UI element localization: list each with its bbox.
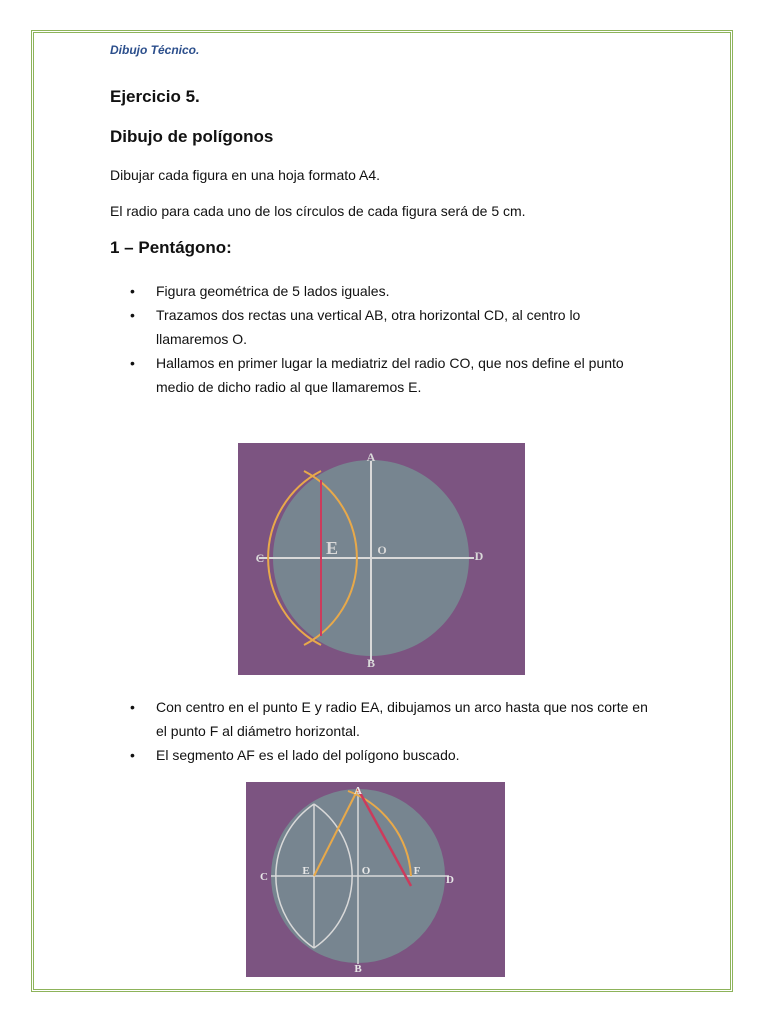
list-item	[130, 279, 650, 303]
label-e: E	[325, 538, 339, 558]
label-d: D	[446, 874, 454, 886]
bullet-list-2	[130, 695, 650, 767]
list-item-text: El segmento AF es el lado del polígono buscado.	[156, 747, 460, 763]
label-b: B	[366, 656, 376, 670]
figure-mediatrix	[238, 443, 525, 675]
label-a: A	[366, 450, 376, 464]
section-heading: 1 – Pentágono:	[110, 238, 232, 257]
list-item	[130, 351, 650, 399]
label-o: O	[377, 543, 387, 557]
exercise-subtitle: Dibujo de polígonos	[110, 127, 274, 146]
label-o: O	[361, 865, 371, 877]
bullet-list-1	[130, 279, 650, 399]
bullet-icon: •	[130, 699, 135, 715]
list-item	[130, 743, 650, 767]
list-item	[130, 303, 650, 351]
label-e: E	[302, 865, 310, 877]
list-item-text: Figura geométrica de 5 lados iguales.	[156, 283, 390, 299]
bullet-icon: •	[130, 747, 135, 763]
instruction-paragraph: Dibujar cada figura en una hoja formato A4.	[110, 167, 381, 183]
label-f: F	[413, 865, 421, 877]
bullet-icon: •	[130, 307, 135, 323]
list-item-text: Con centro en el punto E y radio EA, dibujamos un arco hasta que nos corte en el punto F al diámetro horizontal.	[156, 699, 648, 739]
figure-pentagon-side	[246, 782, 505, 977]
label-b: B	[354, 963, 362, 975]
label-d: D	[474, 549, 484, 563]
exercise-title: Ejercicio 5.	[110, 87, 200, 106]
label-c: C	[260, 871, 268, 883]
bullet-icon: •	[130, 355, 135, 371]
list-item-text: Hallamos en primer lugar la mediatriz del radio CO, que nos define el punto medio de dicho radio al que llamaremos E.	[156, 355, 624, 395]
label-c: C	[255, 551, 265, 565]
list-item	[130, 695, 650, 743]
list-item-text: Trazamos dos rectas una vertical AB, otra horizontal CD, al centro lo llamaremos O.	[156, 307, 581, 347]
radius-paragraph: El radio para cada uno de los círculos de cada figura será de 5 cm.	[110, 203, 526, 219]
label-a: A	[354, 785, 362, 797]
bullet-icon: •	[130, 283, 135, 299]
document-header: Dibujo Técnico.	[110, 43, 200, 57]
